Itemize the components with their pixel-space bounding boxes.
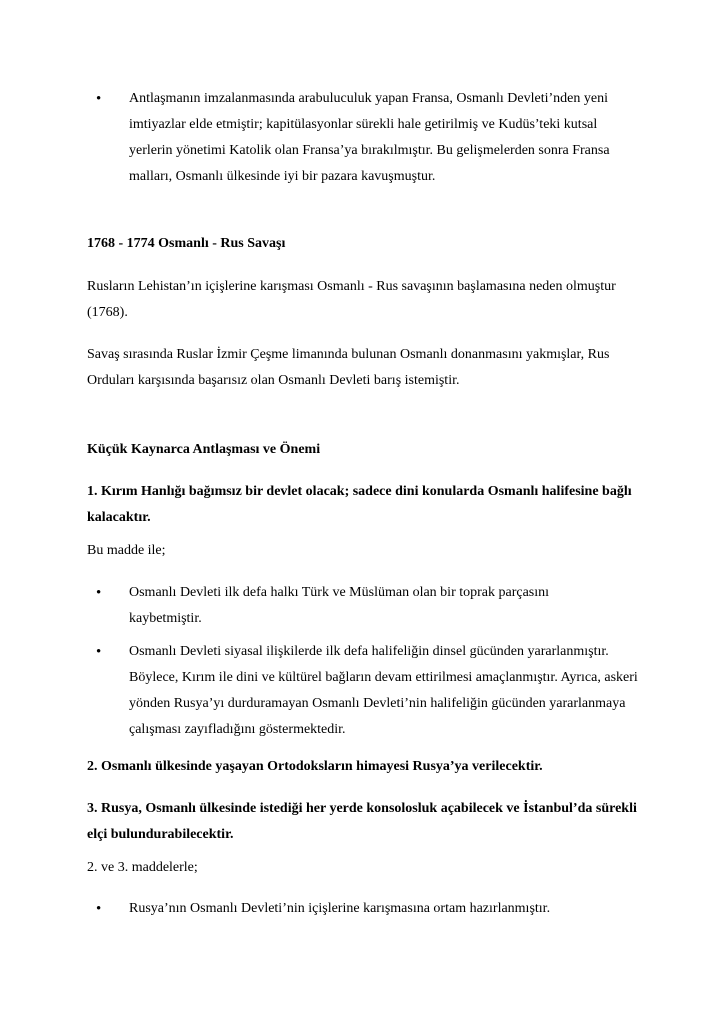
article-3: 3. Rusya, Osmanlı ülkesinde istediği her yerde konsolosluk açabilecek ve İstanbul’da sürekli elçi bulundurabilecektir.: [87, 801, 637, 842]
paragraph-2ve3: 2. ve 3. maddelerle;: [87, 860, 198, 875]
paragraph-lehistan: Rusların Lehistan’ın içişlerine karışması Osmanlı - Rus savaşının başlamasına neden olmuştur (1768).: [87, 279, 616, 320]
bullet-text-1: Osmanlı Devleti ilk defa halkı Türk ve Müslüman olan bir toprak parçasını kaybetmiştir.: [129, 585, 550, 626]
bullet-item-2: [96, 639, 656, 743]
bullet-item-fransa: [96, 86, 656, 190]
article-1: 1. Kırım Hanlığı bağımsız bir devlet olacak; sadece dini konularda Osmanlı halifesine bağlı kalacaktır.: [87, 484, 632, 525]
article-2: 2. Osmanlı ülkesinde yaşayan Ortodoksların himayesi Rusya’ya verilecektir.: [87, 759, 543, 774]
paragraph-fransa: Antlaşmanın imzalanmasında arabuluculuk yapan Fransa, Osmanlı Devleti’nden yeni imtiyazlar elde etmiştir; kapitülasyonlar sürekli hale getirilmiş ve Kudüs’teki kutsal yerlerin yönetimi Katolik olan Fransa’ya bırakılmıştır. Bu gelişmelerden sonra Fransa malları, Osmanlı ülkesinde iyi bir pazara kavuşmuştur.: [129, 91, 610, 184]
bullet-text-3: Rusya’nın Osmanlı Devleti’nin içişlerine karışmasına ortam hazırlanmıştır.: [129, 901, 551, 916]
bullet-icon: •: [96, 91, 102, 107]
bullet-icon: •: [96, 644, 102, 660]
bullet-item-1: [96, 580, 656, 632]
heading-rus-savasi: 1768 - 1774 Osmanlı - Rus Savaşı: [87, 236, 286, 251]
bullet-icon: •: [96, 585, 102, 601]
paragraph-cesme: Savaş sırasında Ruslar İzmir Çeşme limanında bulunan Osmanlı donanmasını yakmışlar, Rus Orduları karşısında başarısız olan Osmanlı Devleti barış istemiştir.: [87, 347, 610, 388]
bullet-icon: •: [96, 901, 102, 917]
paragraph-bu-madde: Bu madde ile;: [87, 543, 166, 558]
bullet-text-2: Osmanlı Devleti siyasal ilişkilerde ilk defa halifeliğin dinsel gücünden yararlanmıştır. Böylece, Kırım ile dini ve kültürel bağların devam ettirilmesi amaçlanmıştır. Ayrıca, askeri yönden Rusya’yı durduramayan Osmanlı Devleti’nin halifeliğin gücünden yararlanmaya çalışması zayıfladığını göstermektedir.: [129, 644, 638, 737]
bullet-item-3: [96, 896, 656, 922]
heading-kucuk-kaynarca: Küçük Kaynarca Antlaşması ve Önemi: [87, 442, 321, 457]
